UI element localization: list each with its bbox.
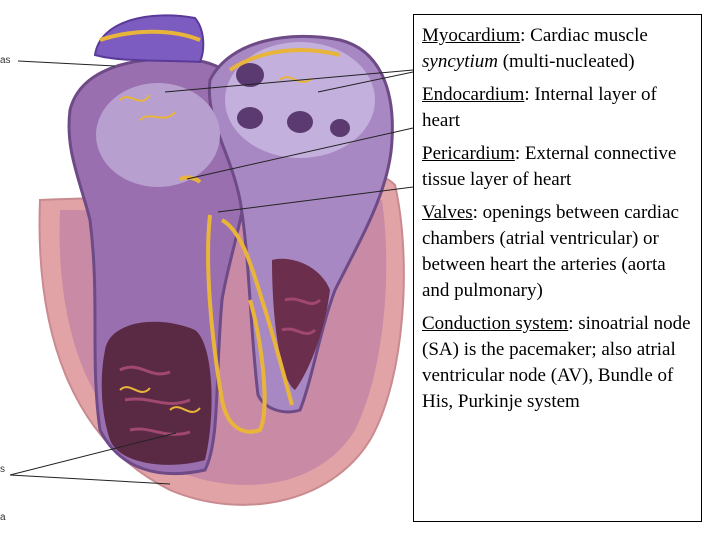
definition-endocardium bbox=[422, 82, 695, 134]
term-conduction-system: Conduction system bbox=[422, 313, 569, 334]
definition-text: : sinoatrial node (SA) is the pacemaker; also atrial ventricular node (AV), Bundle of His, Purkinje system bbox=[422, 313, 691, 412]
term-myocardium: Myocardium bbox=[422, 25, 521, 46]
edge-label-a: a bbox=[0, 512, 6, 523]
definition-pericardium bbox=[422, 141, 695, 193]
definition-text: : Internal layer of heart bbox=[422, 84, 657, 131]
definition-text: : External connective tissue layer of heart bbox=[422, 143, 677, 190]
leader-line bbox=[18, 61, 115, 66]
term-endocardium: Endocardium bbox=[422, 84, 525, 105]
left-ventricle-cavity bbox=[102, 322, 212, 465]
definitions-panel bbox=[413, 14, 702, 522]
atrial-opening bbox=[287, 111, 313, 133]
definition-valves bbox=[422, 200, 695, 304]
atrial-opening bbox=[237, 107, 263, 129]
definition-text: : openings between cardiac chambers (atrial ventricular) or between heart the arteries (aorta and pulmonary) bbox=[422, 202, 679, 301]
definition-conduction-system bbox=[422, 311, 695, 415]
edge-label-as: as bbox=[0, 55, 11, 66]
definition-italic-text: syncytium bbox=[422, 51, 498, 72]
edge-label-s: s bbox=[0, 464, 5, 475]
definition-myocardium bbox=[422, 23, 695, 75]
definition-text: : Cardiac muscle bbox=[520, 25, 648, 46]
left-atrium-cavity bbox=[96, 83, 220, 187]
term-valves: Valves bbox=[422, 202, 473, 223]
atrial-opening bbox=[330, 119, 350, 137]
definition-text: (multi-nucleated) bbox=[497, 51, 635, 72]
term-pericardium: Pericardium bbox=[422, 143, 515, 164]
